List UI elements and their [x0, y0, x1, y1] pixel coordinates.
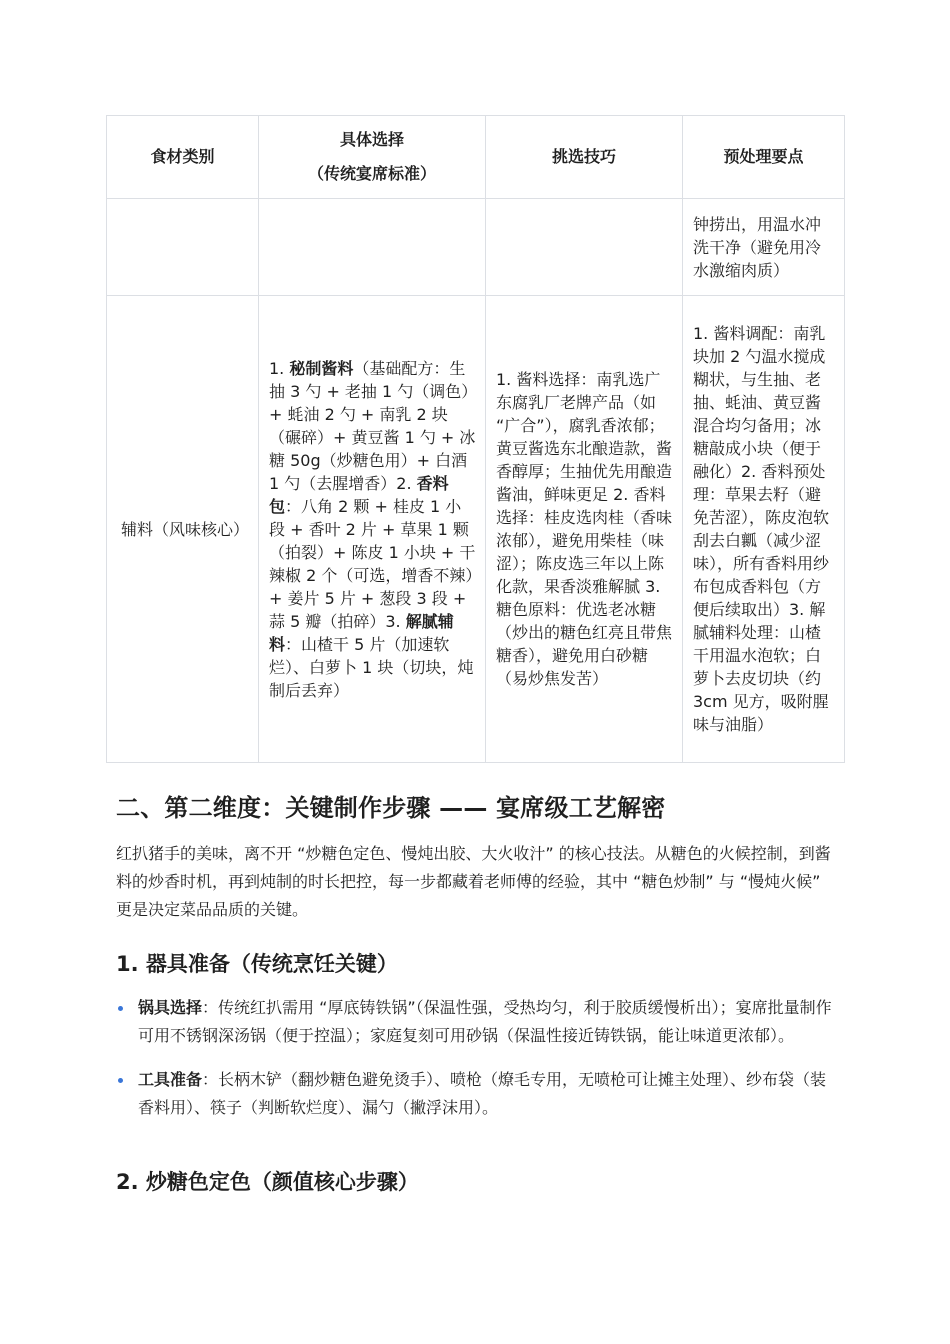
list-item-text: ：长柄木铲（翻炒糖色避免烫手）、喷枪（燎毛专用，无喷枪可让摊主处理）、纱布袋（装香料用）、筷子（判断软烂度）、漏勺（撇浮沫用）。 — [138, 1070, 827, 1117]
header-prep: 预处理要点 — [683, 116, 845, 199]
header-selection-line1: 具体选择 — [339, 130, 404, 149]
section-intro: 红扒猪手的美味，离不开 “炒糖色定色、慢炖出胶、大火收汁” 的核心技法。从糖色的火候控制，到酱料的炒香时机，再到炖制的时长把控，每一步都藏着老师傅的经验，其中 “糖色炒制” 与 “慢炖火候” 更是决定菜品品质的关键。 — [116, 844, 831, 919]
list-item-text: ：传统红扒需用 “厚底铸铁锅”（保温性强，受热均匀，利于胶质缓慢析出）；宴席批量制作可用不锈钢深汤锅（便于控温）；家庭复刻可用砂锅（保温性接近铸铁锅，能让味道更浓郁）。 — [138, 998, 832, 1045]
tips-cell: 1. 酱料选择：南乳选广东腐乳厂老牌产品（如 “广合”），腐乳香浓郁；黄豆酱选东北酿造款，酱香醇厚；生抽优先用酿造酱油，鲜味更足 2. 香料选择：桂皮选肉桂（香味浓郁），避免用柴桂（味涩）；陈皮选三年以上陈化款，果香淡雅解腻 3. 糖色原料：优选老冰糖（炒出的糖色红亮且带焦糖香），避免用白砂糖（易炒焦发苦） — [486, 296, 683, 763]
subsection-title-tools: 1. 器具准备（传统烹饪关键） — [116, 952, 398, 976]
header-selection-line2: （传统宴席标准） — [307, 164, 436, 183]
table-row — [107, 296, 845, 763]
table-cell — [683, 199, 845, 296]
table-cell — [486, 199, 683, 296]
header-selection — [259, 116, 486, 199]
table-header-row — [107, 116, 845, 199]
list-item-label: 工具准备 — [138, 1070, 203, 1089]
section-title: 二、第二维度：关键制作步骤 —— 宴席级工艺解密 — [116, 794, 666, 822]
category-cell: 辅料（风味核心） — [107, 296, 259, 763]
table-row — [107, 199, 845, 296]
bullet-dot-icon — [118, 1006, 123, 1011]
header-tips: 挑选技巧 — [486, 116, 683, 199]
header-category: 食材类别 — [107, 116, 259, 199]
bullet-dot-icon — [118, 1078, 123, 1083]
selection-text: （基础配方：生抽 3 勺 + 老抽 1 勺（调色）+ 蚝油 2 勺 + 南乳 2 块（碾碎）+ 黄豆酱 1 勺 + 冰糖 50g（炒糖色用）+ 白酒 1 勺（去腥增香）2. — [269, 358, 476, 493]
list-item — [116, 994, 832, 1050]
selection-bold-degrease: 解腻辅料 — [269, 611, 454, 654]
table-cell — [107, 199, 259, 296]
subsection-title-sugar-color: 2. 炒糖色定色（颜值核心步骤） — [116, 1170, 419, 1194]
list-item — [116, 1066, 832, 1122]
selection-bold-spice: 香料包 — [269, 473, 449, 516]
selection-cell — [259, 296, 486, 763]
selection-text: ：八角 2 颗 + 桂皮 1 小段 + 香叶 2 片 + 草果 1 颗（拍裂）+ 陈皮 1 小块 + 干辣椒 2 个（可选，增香不辣）+ 姜片 5 片 + 葱段 3 段 + 蒜 5 瓣（拍碎）3. — [269, 496, 476, 631]
prep-continuation-text: 钟捞出，用温水冲洗干净（避免用冷水激缩肉质） — [693, 215, 822, 280]
list-item-label: 锅具选择 — [138, 998, 203, 1017]
selection-bold-sauce: 秘制酱料 — [289, 358, 354, 378]
prep-cell: 1. 酱料调配：南乳块加 2 勺温水搅成糊状，与生抽、老抽、蚝油、黄豆酱混合均匀备用；冰糖敲成小块（便于融化）2. 香料预处理：草果去籽（避免苦涩），陈皮泡软刮去白瓤（减少涩味），所有香料用纱布包成香料包（方便后续取出）3. 解腻辅料处理：山楂干用温水泡软；白萝卜去皮切块（约 3cm 见方，吸附腥味与油脂） — [683, 296, 845, 763]
selection-text: 1. — [269, 358, 290, 378]
tools-list — [116, 994, 832, 1138]
table-cell — [259, 199, 486, 296]
ingredient-table — [106, 115, 845, 763]
selection-text: ：山楂干 5 片（加速软烂）、白萝卜 1 块（切块，炖制后丢弃） — [269, 634, 474, 700]
